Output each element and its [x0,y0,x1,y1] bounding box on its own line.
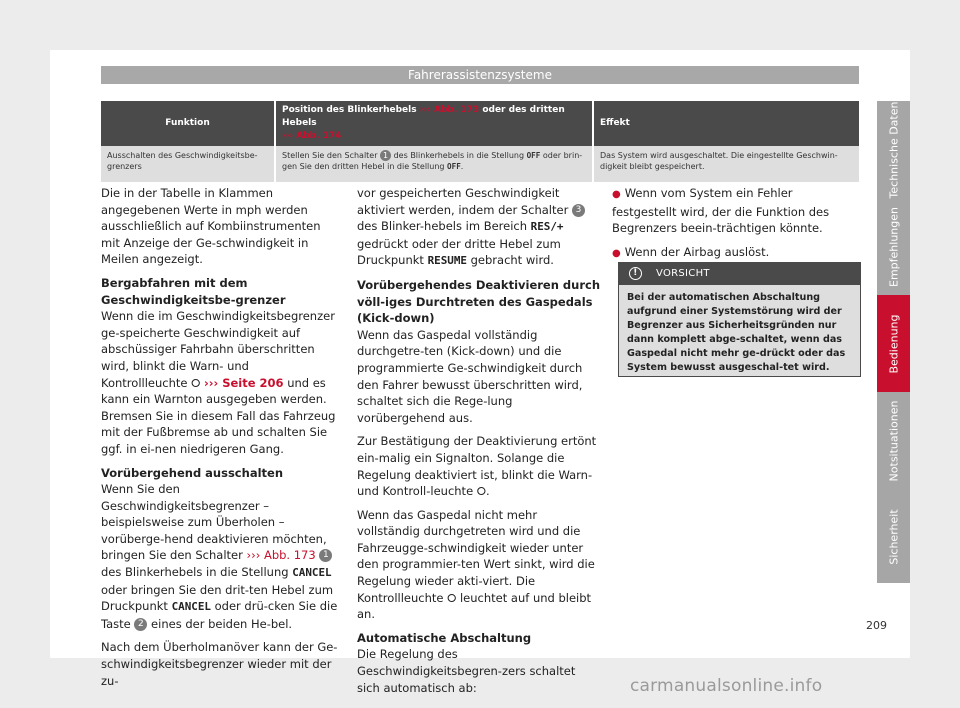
table-row [101,146,859,182]
warning-lamp-icon: ⭘ [191,375,201,390]
page-number: 209 [866,619,887,632]
bullet-icon: ● [612,247,621,259]
paragraph: vor gespeicherten Geschwindigkeit aktiviert werden, indem der Schalter 3 des Blinker-hebels im Bereich RES/+ gedrückt oder der dritte Hebel zum Druckpunkt RESUME gebracht wird. [357,185,601,270]
section-heading: Automatische Abschaltung [357,630,532,645]
paragraph: Die Regelung des Geschwindigkeitsbegren-zers schaltet sich automatisch ab: [357,647,576,695]
section-heading: Vorübergehendes Deaktivieren durch völl-iges Durchtreten des Gaspedals (Kick-down) [357,277,601,326]
figure-link[interactable]: ››› Abb. 174 [282,131,342,141]
callout-number: 3 [572,204,585,217]
table-header-position: Position des Blinkerhebels ››› Abb. 173 oder des dritten Hebels ››› Abb. 174 [275,101,593,146]
watermark: carmanualsonline.info [630,676,823,696]
function-table [101,101,859,182]
paragraph: Wenn die im Geschwindigkeitsbegrenzer ge-speicherte Geschwindigkeit auf abschüssiger Fahrbahn überschritten wird, blinkt die Warn- und Kontrollleuchte ⭘ ››› Seite 206 und es kann ein Warnton ausgegeben werden. Bremsen Sie in diesem Fall das Fahrzeug mit der Fußbremse ab und schalten Sie ggf. in ei-nen niedrigeren Gang. [101,309,336,456]
table-header-funktion: Funktion [101,101,275,146]
text-column-1 [101,185,339,696]
bullet-icon: ● [612,189,621,200]
table-cell-funktion: Ausschalten des Geschwindigkeitsbe-grenzers [101,146,275,182]
paragraph: Wenn das Gaspedal nicht mehr vollständig durchgetreten wird und die Fahrzeugge-schwindigkeit wieder unter den programmier-ten Wert sinkt, wird die Regelung wieder akti-viert. Die Kontrollleuchte ⭘ leuchtet auf und bleibt an. [357,507,595,622]
caution-text: Bei der automatischen Abschaltung aufgrund einer Systemstörung wird der Begrenzer aus Sicherheitsgründen nur dann komplett abge-schaltet, wenn das Gaspedal nicht mehr ge-drückt oder das System bewusst ausgeschal-tet wird. [627,292,846,373]
warning-lamp-icon: ⭘ [447,590,457,605]
text-column-3 [612,185,859,269]
tab-bedienung[interactable]: Bedienung [877,295,910,392]
table-header-row [101,101,859,146]
switch-position-label: OFF [447,162,461,171]
switch-position-label: RES/+ [530,220,564,234]
table-cell-effekt: Das System wird ausgeschaltet. Die eingestellte Geschwin-digkeit bleibt gespeichert. [593,146,859,182]
table-header-effekt: Effekt [593,101,859,146]
text-column-2 [357,185,601,703]
exclamation-icon: ! [629,267,642,280]
switch-position-label: CANCEL [171,600,211,614]
list-item: ● Wenn vom System ein Fehler festgestellt wird, der die Funktion des Begrenzers beein-trächtigen könnte. [612,186,830,236]
figure-link[interactable]: ››› Abb. 173 [419,105,480,115]
callout-number: 1 [380,150,391,161]
list-item: ● Wenn der Airbag auslöst. [612,244,770,259]
callout-number: 2 [134,618,147,631]
paragraph: Die in der Tabelle in Klammen angegebenen Werte in mph werden ausschließlich auf Kombiinstrumenten mit Anzeige der Ge-schwindigkeit in Meilen angezeigt. [101,186,321,267]
switch-position-label: OFF [526,151,541,160]
paragraph: Nach dem Überholmanöver kann der Ge-schwindigkeitsbegrenzer wieder mit der zu- [101,640,338,688]
tab-sicherheit[interactable]: Sicherheit [877,490,910,583]
switch-position-label: CANCEL [292,566,332,580]
caution-box [618,262,861,377]
section-heading: Vorübergehend ausschalten [101,465,284,480]
tab-technische-daten[interactable]: Technische Daten [877,101,910,199]
callout-number: 1 [319,549,332,562]
paragraph: Wenn Sie den Geschwindigkeitsbegrenzer – beispielsweise zum Überholen – vorüberge-hend deaktivieren möchten, bringen Sie den Schalter ››› Abb. 173 1 des Blinkerhebels in die Stellung CANCEL oder bringen Sie den drit-ten Hebel zum Druckpunkt CANCEL oder drü-cken Sie die Taste 2 eines der beiden He-bel. [101,482,338,631]
warning-lamp-icon: ⭘ [476,484,486,499]
tab-empfehlungen[interactable]: Empfehlungen [877,199,910,295]
tab-notsituationen[interactable]: Notsituationen [877,392,910,490]
caution-header: ! VORSICHT [619,263,860,285]
paragraph: Zur Bestätigung der Deaktivierung ertönt ein-malig ein Signalton. Solange die Regelung deaktiviert ist, blinkt die Warn- und Kontroll-leuchte ⭘. [357,434,597,499]
figure-link[interactable]: ››› Abb. 173 [246,548,316,563]
table-cell-position: Stellen Sie den Schalter 1 des Blinkerhebels in die Stellung OFF oder brin-gen Sie den dritten Hebel in die Stellung OFF. [275,146,593,182]
section-heading: Bergabfahren mit dem Geschwindigkeitsbe-grenzer [101,275,286,307]
paragraph: Wenn das Gaspedal vollständig durchgetre-ten (Kick-down) und die programmierte Ge-schwindigkeit durch den Fahrer bewusst überschritten wird, schaltet sich die Rege-lung vorübergehend aus. [357,327,583,425]
page-link[interactable]: ››› Seite 206 [203,375,284,390]
chapter-header: Fahrerassistenzsysteme [101,66,859,84]
switch-position-label: RESUME [427,254,467,268]
